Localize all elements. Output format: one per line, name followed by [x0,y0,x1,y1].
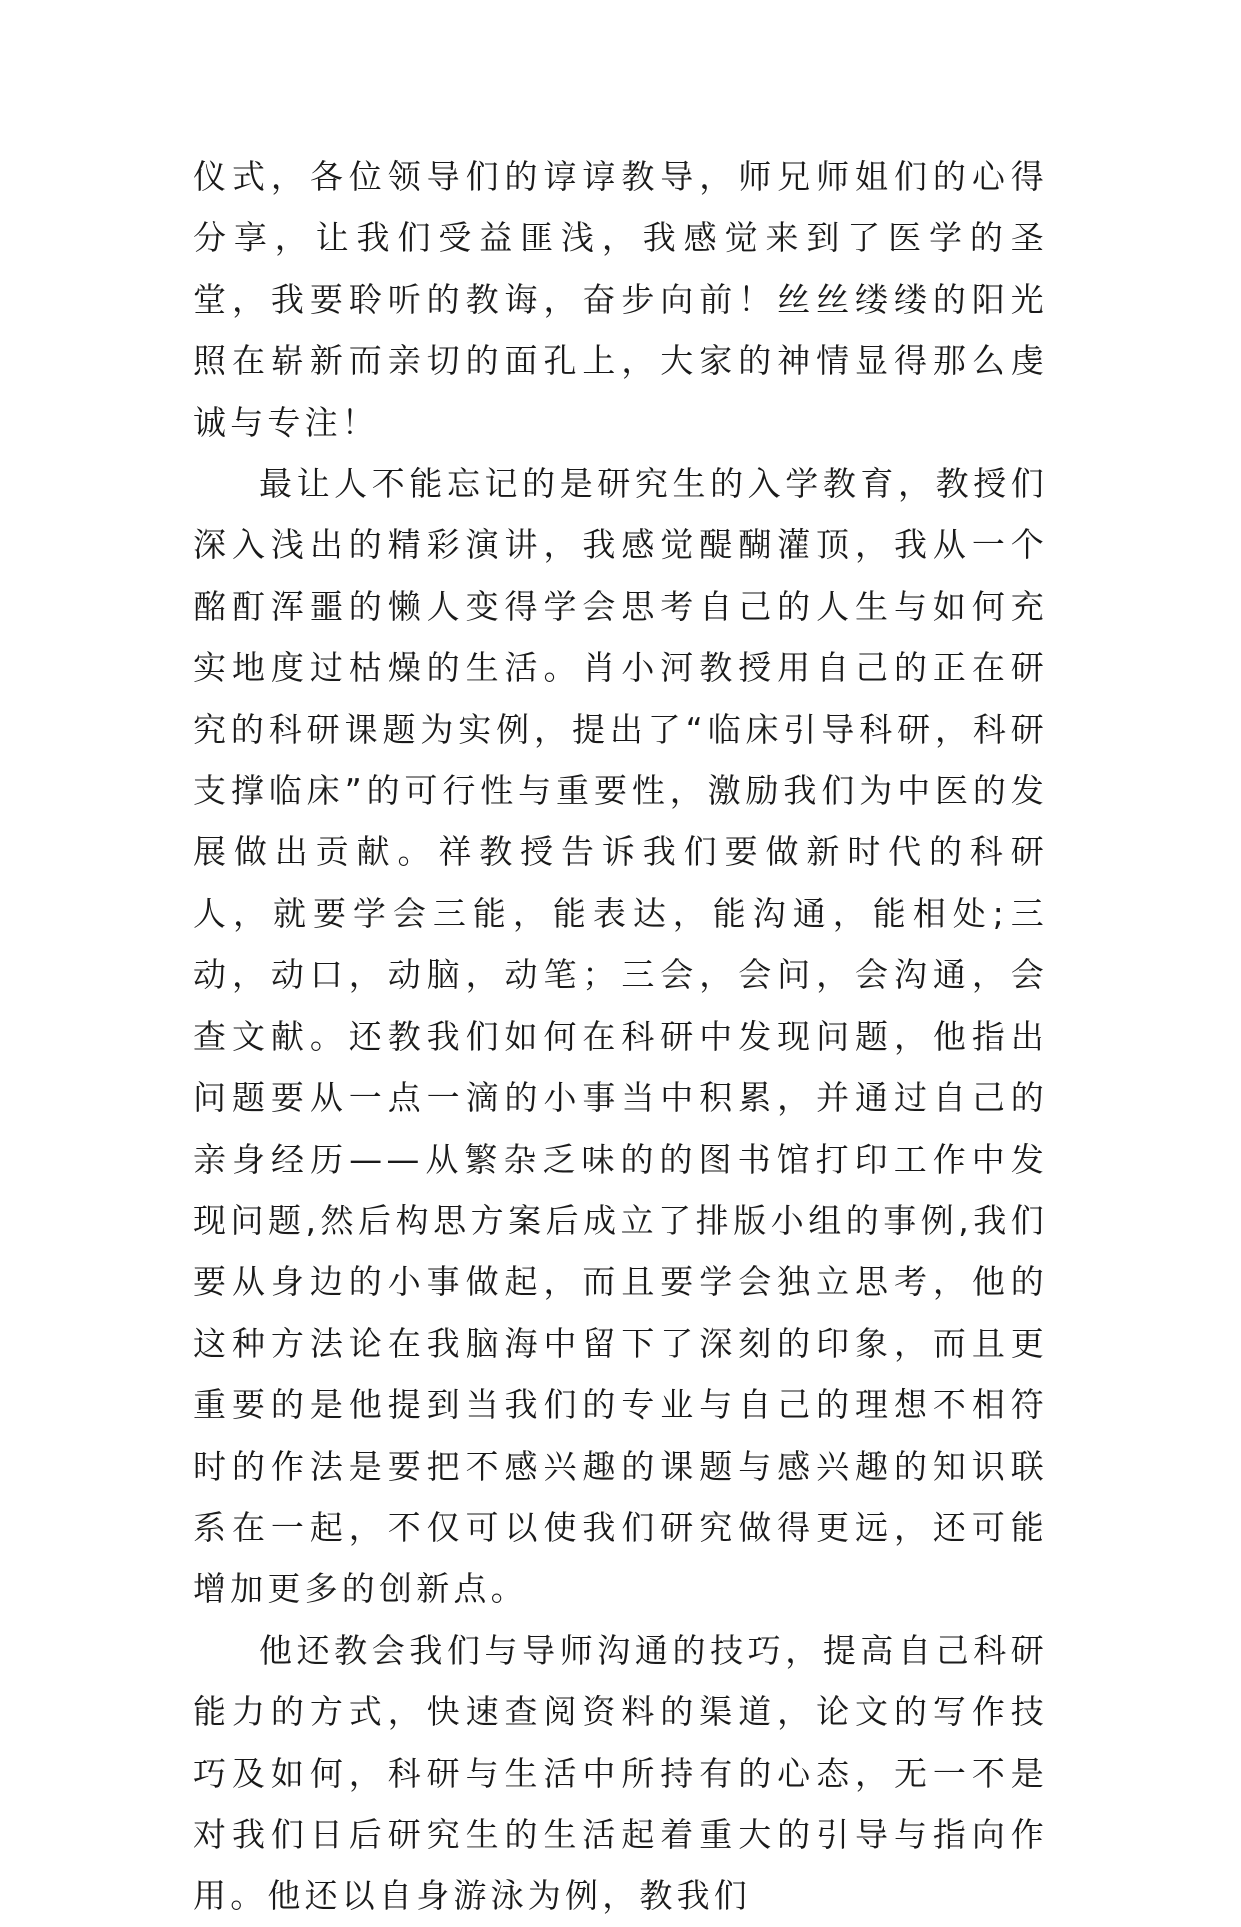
paragraph-1: 仪式，各位领导们的谆谆教导，师兄师姐们的心得分享，让我们受益匪浅，我感觉来到了医学的圣堂，我要聆听的教诲，奋步向前！丝丝缕缕的阳光照在崭新而亲切的面孔上，大家的神情显得那么虔诚与专注！ [193,157,1048,442]
paragraph-2: 最让人不能忘记的是研究生的入学教育，教授们深入浅出的精彩演讲，我感觉醍醐灌顶，我从一个酩酊浑噩的懒人变得学会思考自己的人生与如何充实地度过枯燥的生活。肖小河教授用自己的正在研究的科研课题为实例，提出了“临床引导科研，科研支撑临床”的可行性与重要性，激励我们为中医的发展做出贡献。祥教授告诉我们要做新时代的科研人，就要学会三能，能表达，能沟通，能相处;三动，动口，动脑，动笔；三会，会问，会沟通，会查文献。还教我们如何在科研中发现问题，他指出问题要从一点一滴的小事当中积累，并通过自己的亲身经历——从繁杂乏味的的图书馆打印工作中发现问题,然后构思方案后成立了排版小组的事例,我们要从身边的小事做起，而且要学会独立思考，他的这种方法论在我脑海中留下了深刻的印象，而且更重要的是他提到当我们的专业与自己的理想不相符时的作法是要把不感兴趣的课题与感兴趣的知识联系在一起，不仅可以使我们研究做得更远，还可能增加更多的创新点。 [193,464,1048,1609]
paragraph-3: 他还教会我们与导师沟通的技巧，提高自己科研能力的方式，快速查阅资料的渠道，论文的写作技巧及如何，科研与生活中所持有的心态，无一不是对我们日后研究生的生活起着重大的引导与指向作用。他还以自身游泳为例，教我们 [193,1630,1048,1916]
document-body [193,146,1048,1927]
